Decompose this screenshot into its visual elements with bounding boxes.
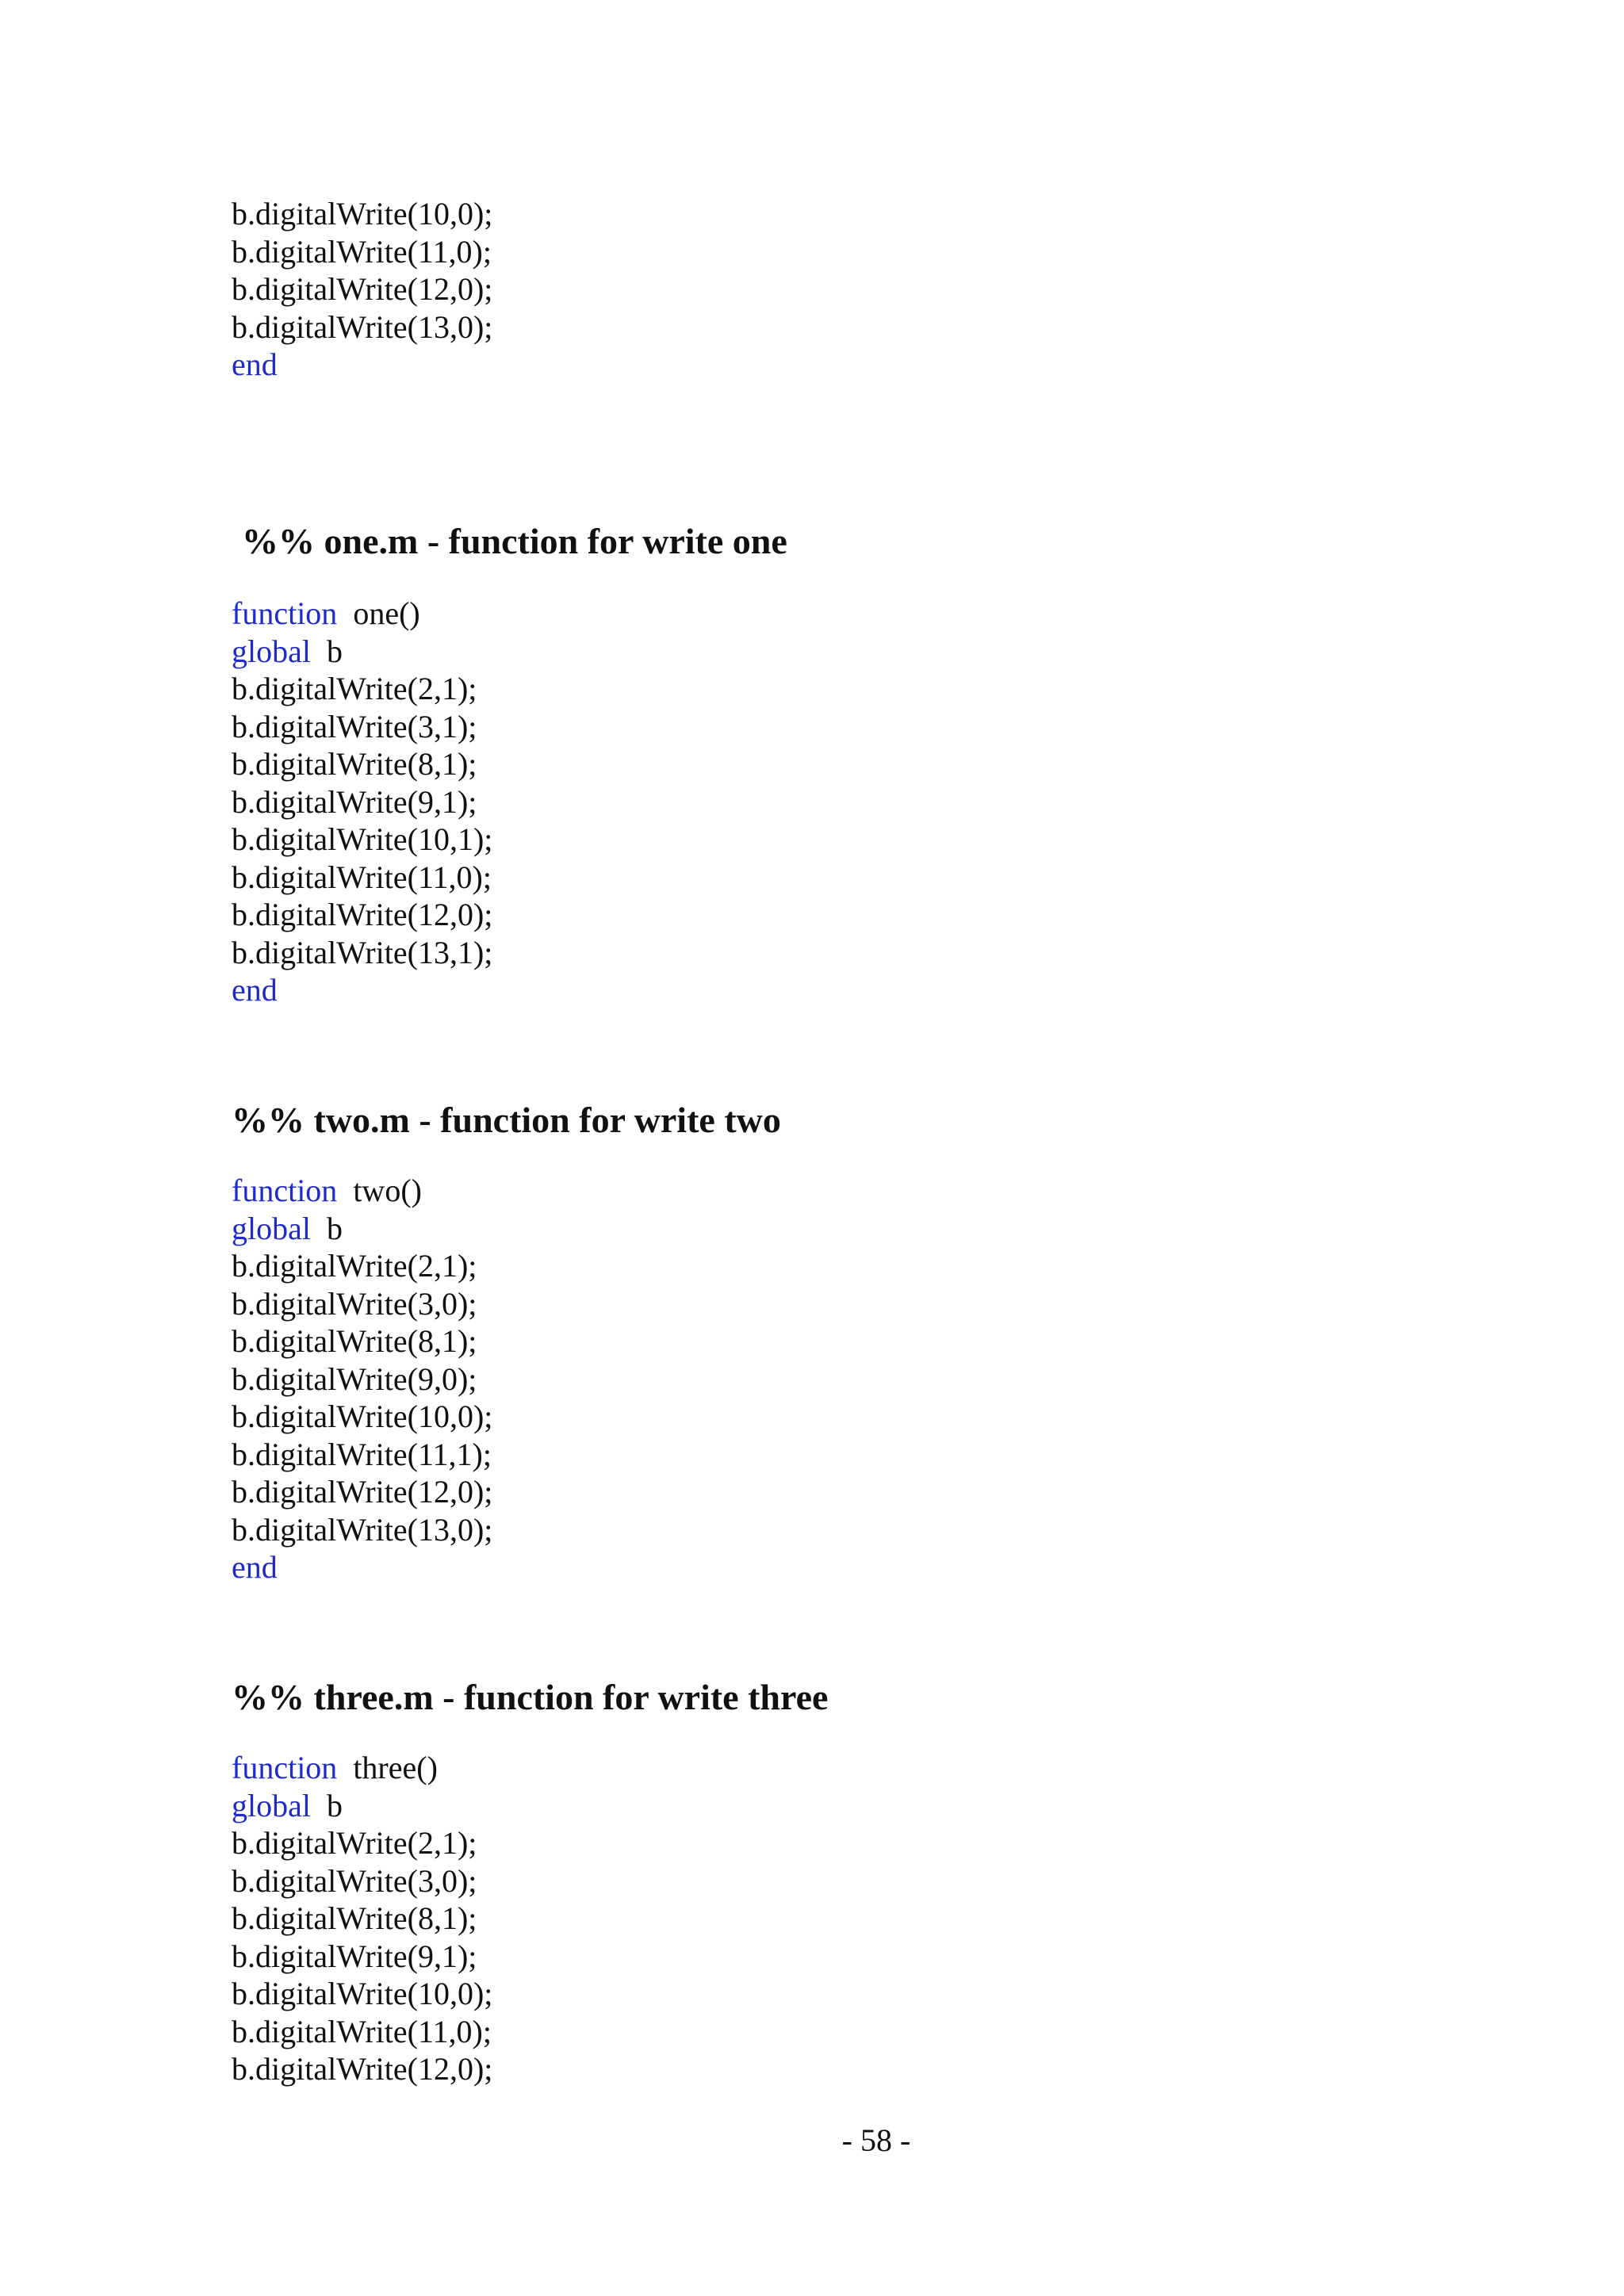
code-block-two [232,1172,492,1586]
code-line: b.digitalWrite(9,1); [232,1938,477,1974]
code-line: b.digitalWrite(2,1); [232,1248,477,1284]
code-block-three [232,1749,492,2088]
global-line [232,1787,492,1825]
function-keyword: function [232,1173,338,1208]
end-keyword: end [232,1549,278,1585]
code-line: b.digitalWrite(10,0); [232,1399,493,1434]
end-keyword: end [232,972,278,1008]
code-line: b.digitalWrite(11,0); [232,859,492,895]
code-line: b.digitalWrite(8,1); [232,1900,477,1936]
function-line [232,595,492,633]
code-line: b.digitalWrite(12,0); [232,271,493,307]
code-line: b.digitalWrite(10,0); [232,196,493,232]
global-line [232,1210,492,1248]
global-keyword: global [232,1210,311,1246]
code-line: b.digitalWrite(11,0); [232,233,492,270]
heading-one: %% one.m - function for write one [242,521,787,561]
code-line: b.digitalWrite(11,1); [232,1436,492,1472]
global-variable: b [326,1787,343,1823]
function-signature: three() [353,1750,438,1785]
code-line: b.digitalWrite(13,0); [232,1511,493,1548]
code-line: b.digitalWrite(13,0); [232,308,493,345]
code-line: b.digitalWrite(12,0); [232,2051,493,2087]
code-line: b.digitalWrite(3,0); [232,1862,477,1899]
heading-three: %% three.m - function for write three [232,1677,829,1717]
code-line: b.digitalWrite(8,1); [232,1323,477,1359]
code-line: b.digitalWrite(3,0); [232,1285,477,1322]
function-line [232,1749,492,1787]
code-block-continuation [232,195,492,384]
global-keyword: global [232,633,311,669]
code-line: b.digitalWrite(12,0); [232,897,493,932]
function-keyword: function [232,595,338,631]
code-line: b.digitalWrite(3,1); [232,708,477,744]
end-keyword: end [232,346,278,382]
global-variable: b [326,633,343,669]
code-block-one [232,595,492,1009]
global-keyword: global [232,1787,311,1823]
function-signature: one() [353,595,420,631]
function-line [232,1172,492,1210]
function-signature: two() [353,1173,422,1208]
code-line: b.digitalWrite(8,1); [232,746,477,782]
code-line: b.digitalWrite(13,1); [232,934,493,970]
code-line: b.digitalWrite(9,1); [232,783,477,820]
global-line [232,633,492,671]
code-line: b.digitalWrite(10,0); [232,1976,493,2011]
global-variable: b [326,1210,343,1246]
code-line: b.digitalWrite(11,0); [232,2013,492,2049]
code-line: b.digitalWrite(10,1); [232,821,493,857]
code-line: b.digitalWrite(9,0); [232,1360,477,1397]
heading-two: %% two.m - function for write two [232,1100,781,1140]
function-keyword: function [232,1750,338,1785]
code-line: b.digitalWrite(12,0); [232,1474,493,1510]
page-number: - 58 - [841,2122,911,2158]
code-line: b.digitalWrite(2,1); [232,671,477,706]
code-line: b.digitalWrite(2,1); [232,1825,477,1861]
